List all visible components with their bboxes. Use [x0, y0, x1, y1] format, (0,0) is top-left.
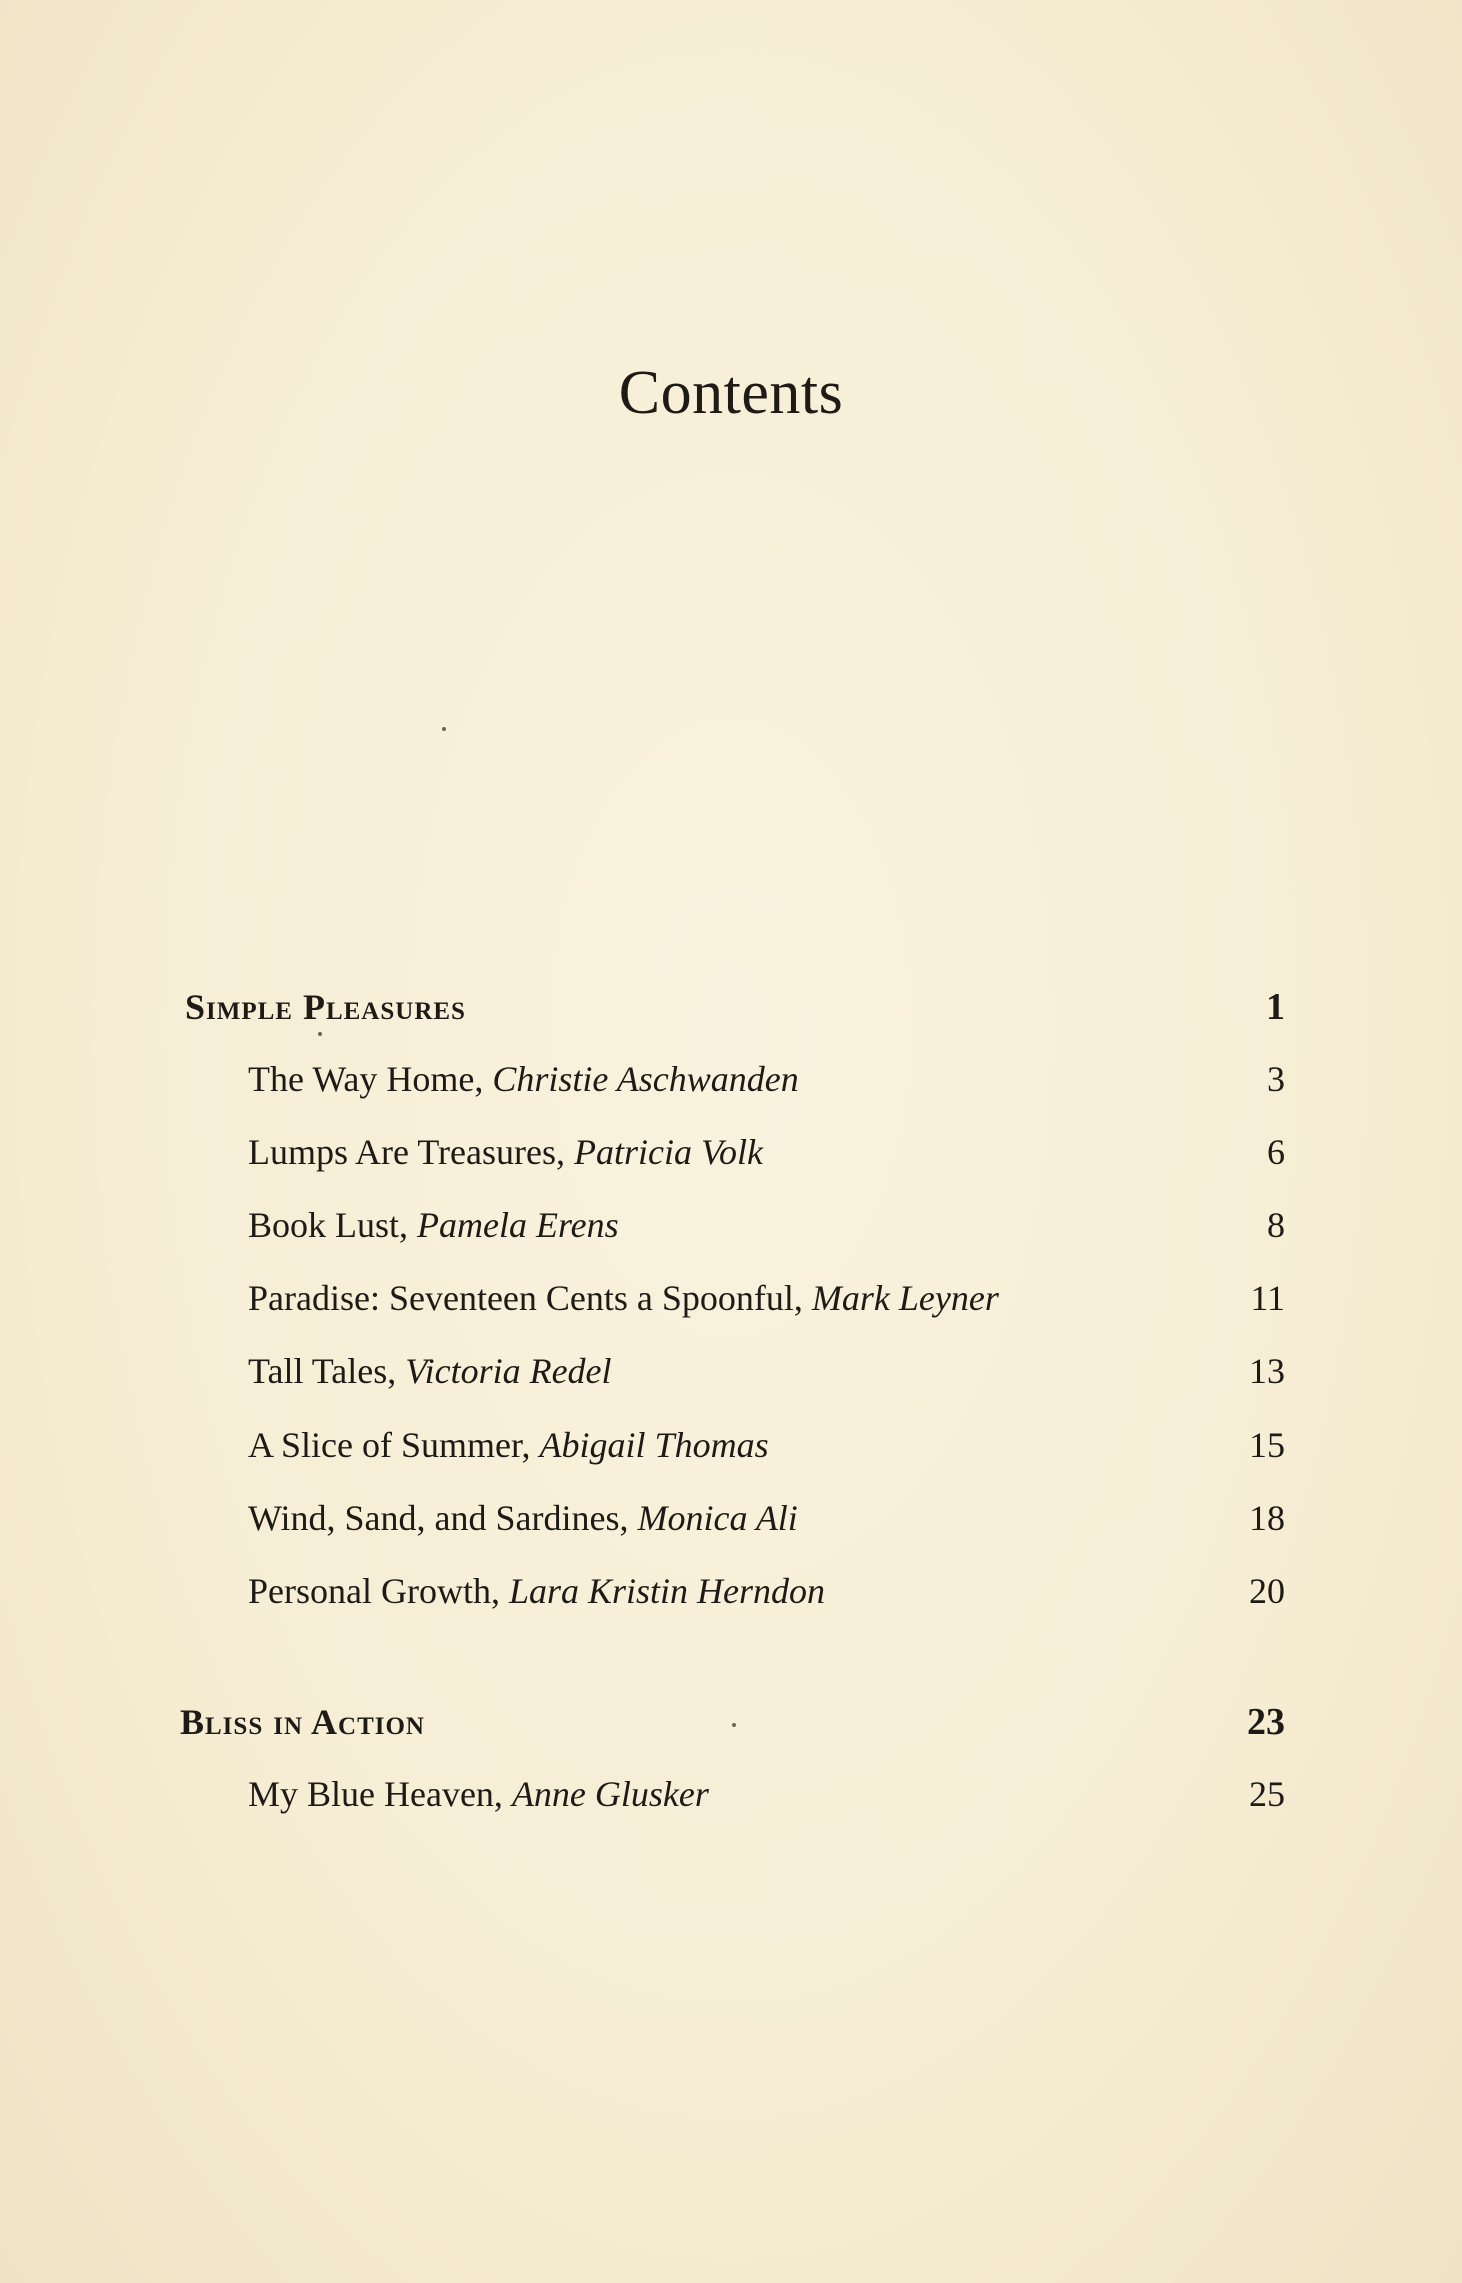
entry-page-number: 6: [1267, 1132, 1285, 1172]
entry-page-number: 8: [1267, 1205, 1285, 1245]
entry-page-number: 3: [1267, 1059, 1285, 1099]
entry-author: Pamela Erens: [417, 1205, 619, 1245]
entry-author: Anne Glusker: [511, 1774, 709, 1814]
section-title: Bliss in Action: [180, 1702, 425, 1742]
paper-speck: [732, 1723, 736, 1727]
entry-author: Lara Kristin Herndon: [508, 1571, 826, 1611]
section-page-number: 1: [1266, 986, 1285, 1028]
paper-speck: [442, 727, 446, 731]
entry-title: A Slice of Summer,: [248, 1425, 540, 1465]
entry-title: Tall Tales,: [248, 1351, 406, 1391]
entry-page-number: 13: [1249, 1351, 1285, 1391]
entry-page-number: 20: [1249, 1571, 1285, 1611]
entry-page-number: 15: [1249, 1425, 1285, 1465]
entry-title: The Way Home,: [248, 1059, 493, 1099]
section-header-simple-pleasures: [185, 985, 1285, 1029]
toc-entry: [248, 1204, 1285, 1246]
section-page-number: 23: [1247, 1701, 1285, 1743]
toc-entry: [248, 1058, 1285, 1100]
entry-author: Mark Leyner: [811, 1278, 999, 1318]
toc-entry: [248, 1570, 1285, 1612]
paper-speck: [318, 1032, 322, 1036]
toc-entry: [248, 1424, 1285, 1466]
entry-title: Wind, Sand, and Sardines,: [248, 1498, 638, 1538]
entry-title: My Blue Heaven,: [248, 1774, 512, 1814]
entry-author: Patricia Volk: [574, 1132, 763, 1172]
toc-entry: [248, 1131, 1285, 1173]
section-header-bliss-in-action: [180, 1700, 1285, 1744]
entry-title: Book Lust,: [248, 1205, 418, 1245]
entry-page-number: 11: [1250, 1278, 1285, 1318]
entry-title: Lumps Are Treasures,: [248, 1132, 574, 1172]
entry-author: Victoria Redel: [405, 1351, 612, 1391]
entry-title: Paradise: Seventeen Cents a Spoonful,: [248, 1278, 812, 1318]
entry-author: Christie Aschwanden: [492, 1059, 799, 1099]
toc-entry: [248, 1350, 1285, 1392]
section-title: Simple Pleasures: [185, 987, 466, 1027]
page-title: Contents: [618, 359, 844, 427]
entry-page-number: 18: [1249, 1498, 1285, 1538]
toc-entry: [248, 1497, 1285, 1539]
entry-title: Personal Growth,: [248, 1571, 509, 1611]
entry-author: Monica Ali: [637, 1498, 798, 1538]
toc-entry: [248, 1773, 1285, 1815]
entry-author: Abigail Thomas: [539, 1425, 769, 1465]
toc-entry: [248, 1277, 1285, 1319]
entry-page-number: 25: [1249, 1774, 1285, 1814]
